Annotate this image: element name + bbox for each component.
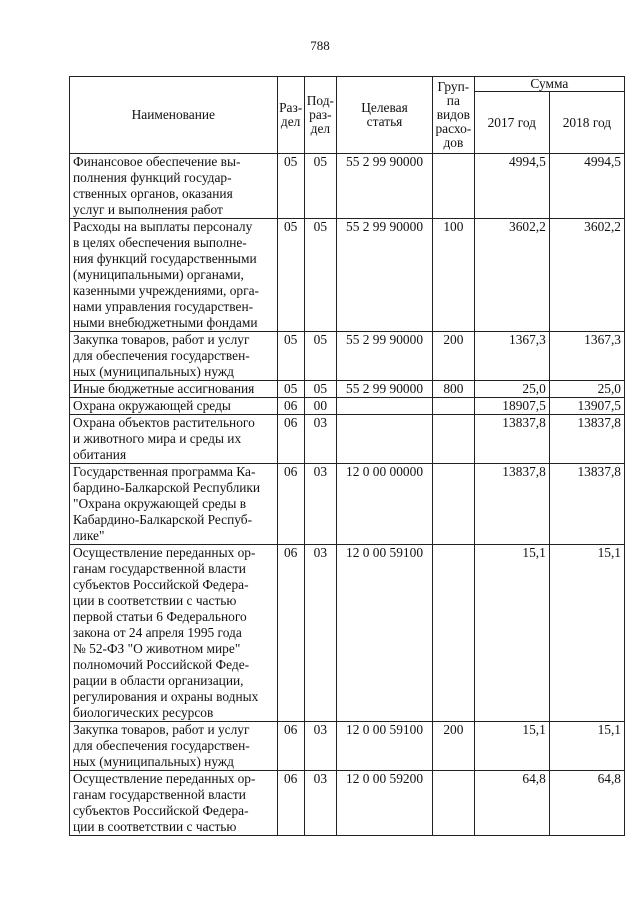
row-vid-rashodov: 800 [433, 381, 475, 398]
row-razdel: 06 [277, 545, 304, 722]
row-vid-rashodov: 200 [433, 722, 475, 771]
row-razdel: 06 [277, 722, 304, 771]
row-podrazdel: 05 [304, 219, 336, 332]
row-razdel: 06 [277, 415, 304, 464]
row-sum-2017: 15,1 [474, 545, 549, 722]
table-row [70, 398, 625, 415]
row-name: Осуществление переданных ор- ганам государственной власти субъектов Российской Федера- ции в соответствии с частью первой статьи 6 Федерального закона от 24 апреля 1995 года № 52-ФЗ "О животном мире" полномочий Российской Феде- рации в области организации, регулирования и охраны водных биологических ресурсов [70, 545, 278, 722]
row-sum-2017: 15,1 [474, 722, 549, 771]
page-number: 788 [310, 38, 330, 53]
header-celevaya-statya: Целевая статья [337, 77, 433, 154]
row-sum-2017: 13837,8 [474, 415, 549, 464]
table-row [70, 464, 625, 545]
budget-table [69, 76, 625, 836]
table-header [70, 77, 625, 154]
row-razdel: 05 [277, 154, 304, 219]
row-sum-2017: 13837,8 [474, 464, 549, 545]
row-celevaya-statya: 55 2 99 90000 [337, 154, 433, 219]
row-vid-rashodov [433, 415, 475, 464]
row-name: Охрана окружающей среды [70, 398, 278, 415]
row-sum-2018: 1367,3 [549, 332, 624, 381]
table-row [70, 219, 625, 332]
row-name: Государственная программа Ка- бардино-Балкарской Республики "Охрана окружающей среды в Кабардино-Балкарской Респуб- лике" [70, 464, 278, 545]
row-podrazdel: 05 [304, 381, 336, 398]
row-vid-rashodov: 200 [433, 332, 475, 381]
row-celevaya-statya [337, 398, 433, 415]
row-vid-rashodov: 100 [433, 219, 475, 332]
row-sum-2018: 13837,8 [549, 415, 624, 464]
row-celevaya-statya: 12 0 00 59100 [337, 545, 433, 722]
row-celevaya-statya: 55 2 99 90000 [337, 381, 433, 398]
table-row [70, 332, 625, 381]
header-summa: Сумма [474, 77, 624, 92]
row-vid-rashodov [433, 398, 475, 415]
table-row [70, 722, 625, 771]
row-celevaya-statya [337, 415, 433, 464]
row-vid-rashodov [433, 154, 475, 219]
row-vid-rashodov [433, 545, 475, 722]
row-celevaya-statya: 12 0 00 59100 [337, 722, 433, 771]
row-name: Финансовое обеспечение вы- полнения функций государ- ственных органов, оказания услуг и выполнения работ [70, 154, 278, 219]
row-vid-rashodov [433, 464, 475, 545]
header-vid-rashodov: Груп- па видов расхо- дов [433, 77, 475, 154]
row-razdel: 05 [277, 219, 304, 332]
header-name: Наименование [70, 77, 278, 154]
row-razdel: 05 [277, 381, 304, 398]
row-sum-2018: 25,0 [549, 381, 624, 398]
row-sum-2018: 4994,5 [549, 154, 624, 219]
table-row [70, 154, 625, 219]
table-row [70, 545, 625, 722]
row-celevaya-statya: 55 2 99 90000 [337, 219, 433, 332]
row-razdel: 05 [277, 332, 304, 381]
row-name: Закупка товаров, работ и услуг для обеспечения государствен- ных (муниципальных) нужд [70, 332, 278, 381]
header-podrazdel: Под- раз- дел [304, 77, 336, 154]
row-sum-2017: 4994,5 [474, 154, 549, 219]
row-celevaya-statya: 12 0 00 00000 [337, 464, 433, 545]
row-podrazdel: 03 [304, 722, 336, 771]
row-name: Охрана объектов растительного и животного мира и среды их обитания [70, 415, 278, 464]
row-podrazdel: 00 [304, 398, 336, 415]
row-name: Осуществление переданных ор- ганам государственной власти субъектов Российской Федера- ции в соответствии с частью [70, 771, 278, 836]
row-podrazdel: 05 [304, 332, 336, 381]
table-row [70, 415, 625, 464]
table-row [70, 381, 625, 398]
row-podrazdel: 03 [304, 545, 336, 722]
row-podrazdel: 03 [304, 415, 336, 464]
row-podrazdel: 03 [304, 464, 336, 545]
row-sum-2018: 3602,2 [549, 219, 624, 332]
row-name: Закупка товаров, работ и услуг для обеспечения государствен- ных (муниципальных) нужд [70, 722, 278, 771]
row-name: Иные бюджетные ассигнования [70, 381, 278, 398]
row-celevaya-statya: 55 2 99 90000 [337, 332, 433, 381]
row-sum-2017: 1367,3 [474, 332, 549, 381]
row-vid-rashodov [433, 771, 475, 836]
row-celevaya-statya: 12 0 00 59200 [337, 771, 433, 836]
row-sum-2018: 15,1 [549, 545, 624, 722]
row-razdel: 06 [277, 464, 304, 545]
row-sum-2018: 15,1 [549, 722, 624, 771]
header-year-2018: 2018 год [549, 92, 624, 154]
row-podrazdel: 03 [304, 771, 336, 836]
row-sum-2017: 64,8 [474, 771, 549, 836]
table-row [70, 771, 625, 836]
row-name: Расходы на выплаты персоналу в целях обеспечения выполне- ния функций государственными (муниципальными) органами, казенными учреждениями, орга- нами управления государствен- ными внебюджетными фондами [70, 219, 278, 332]
header-year-2017: 2017 год [474, 92, 549, 154]
row-sum-2018: 13837,8 [549, 464, 624, 545]
row-sum-2018: 13907,5 [549, 398, 624, 415]
row-podrazdel: 05 [304, 154, 336, 219]
row-sum-2018: 64,8 [549, 771, 624, 836]
row-sum-2017: 18907,5 [474, 398, 549, 415]
row-razdel: 06 [277, 398, 304, 415]
row-razdel: 06 [277, 771, 304, 836]
table-body [70, 154, 625, 836]
header-razdel: Раз- дел [277, 77, 304, 154]
row-sum-2017: 25,0 [474, 381, 549, 398]
row-sum-2017: 3602,2 [474, 219, 549, 332]
